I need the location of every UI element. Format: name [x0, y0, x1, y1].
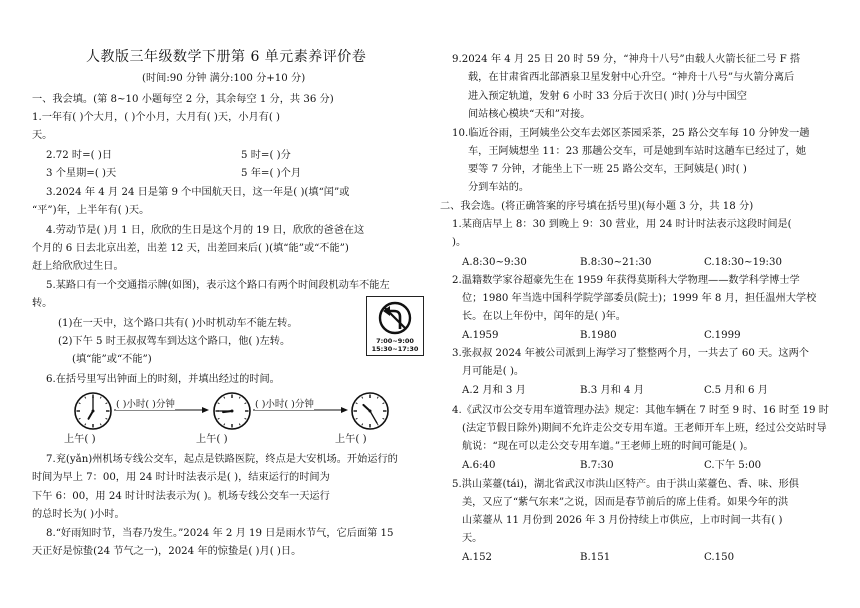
- clock-center: [231, 410, 234, 413]
- mc-q2-line3: 长。在以上年份中，闰年的是( )年。: [462, 311, 626, 322]
- q5-sub1: (1)在一天中，这个路口共有( )小时机动车不能左转。: [58, 318, 298, 329]
- mc-q5-line3: 山菜薹从 11 月份到 2026 年 3 月份持续上市供应，上市时间一共有( ): [462, 515, 783, 526]
- mc-q3-option-a[interactable]: A.2 月和 3 月: [462, 385, 526, 396]
- q4-line1: 4.劳动节是( )月 1 日，欣欣的生日是这个月的 19 日，欣欣的爸爸在这: [46, 225, 365, 236]
- mc-q1-option-b[interactable]: B.8:30~21:30: [580, 257, 652, 268]
- q9-line2: 载，在甘肃省西北部酒泉卫星发射中心升空。“神舟十八号”与火箭分离后: [468, 72, 795, 83]
- clock-face-3: [350, 391, 390, 431]
- no-left-turn-icon: [367, 297, 423, 337]
- clock-face-2: [212, 391, 252, 431]
- q2-item-a: 2.72 时=( )日: [46, 150, 113, 161]
- q10-line1: 10.临近谷雨，王阿姨坐公交车去郊区茶园采茶，25 路公交车每 10 分钟发一趟: [452, 128, 810, 139]
- q4-line2: 个月的 6 日去北京出差，出差 12 天，出差回来后( )(填“能”或“不能”): [32, 243, 349, 254]
- mc-q4-line3: 航说：“现在可以走公交专用车道。”王老师上班的时间可能是( )。: [462, 441, 754, 452]
- mc-q2-option-a[interactable]: A.1959: [462, 330, 499, 341]
- q7-line2: 时间为早上 7：00，用 24 时计时法表示是( )，结束运行的时间为: [32, 472, 330, 483]
- q8-line1: 8.“好雨知时节，当春乃发生。”2024 年 2 月 19 日是雨水节气，它后面第 15: [46, 528, 394, 539]
- clock-label-3: 上午( ): [335, 434, 367, 445]
- q10-line3: 要等 7 分钟，才能坐上下一班 25 路公交车，王阿姨是( )时( ): [468, 164, 747, 175]
- mc-q4-option-c[interactable]: C.下午 5:00: [704, 460, 762, 471]
- mc-q3-option-c[interactable]: C.5 月和 6 月: [704, 385, 768, 396]
- mc-q1-line1: 1.某商店早上 8：30 到晚上 9：30 营业，用 24 时计时法表示这段时间是(: [452, 219, 792, 230]
- q1-line1: 1.一年有( )个大月，( )个小月，大月有( )天，小月有( ): [32, 112, 281, 123]
- q8-line2: 天正好是惊蛰(24 节气之一)，2024 年的惊蛰是( )月( )日。: [32, 546, 302, 557]
- sign-time-2: 15:30~17:30: [371, 345, 419, 353]
- q5-sub3: (填“能”或“不能”): [72, 354, 152, 365]
- section2-heading: 二、我会选。(将正确答案的序号填在括号里)(每小题 3 分，共 18 分): [440, 201, 754, 212]
- mc-q2-line1: 2.温籍数学家谷超豪先生在 1959 年获得莫斯科大学物理——数学科学博士学: [452, 275, 800, 286]
- q7-line3: 下午 6：00，用 24 时计时法表示为( )。机场专线公交车一天运行: [32, 491, 330, 502]
- page-title: 人教版三年级数学下册第 6 单元素养评价卷: [86, 49, 367, 65]
- mc-q1-line2: )。: [452, 237, 467, 248]
- elapsed-label-1: ( )小时( )分钟: [116, 396, 175, 410]
- mc-q4-option-a[interactable]: A.6:40: [462, 460, 496, 471]
- clock-label-1: 上午( ): [64, 434, 96, 445]
- q5-line2: 转。: [32, 298, 53, 309]
- q1-line2: 天。: [32, 130, 53, 141]
- sign-time-1: 7:00~9:00: [376, 337, 414, 345]
- elapsed-label-2: ( )小时( )分钟: [255, 396, 314, 410]
- q9-line1: 9.2024 年 4 月 25 日 20 时 59 分，“神舟十八号”由载人火箭长征二号 F 搭: [452, 54, 801, 65]
- mc-q5-option-a[interactable]: A.152: [462, 552, 493, 563]
- clock-center: [369, 410, 372, 413]
- mc-q4-line2: (法定节假日除外)期间不允许走公交专用车道。王老师开车上班，经过公交站时导: [462, 423, 827, 434]
- q5-sub2: (2)下午 5 时王叔叔驾车到达这个路口，他( )左转。: [58, 336, 291, 347]
- mc-q1-option-a[interactable]: A.8:30~9:30: [462, 257, 527, 268]
- mc-q3-option-b[interactable]: B.3 月和 4 月: [580, 385, 644, 396]
- clock-label-2: 上午( ): [196, 434, 228, 445]
- mc-q3-line1: 3.张叔叔 2024 年被公司派到上海学习了整整两个月，一共去了 60 天。这两个: [452, 348, 809, 359]
- mc-q2-option-c[interactable]: C.1999: [704, 330, 741, 341]
- q5-line1: 5.某路口有一个交通指示牌(如图)，表示这个路口有两个时间段机动车不能左: [46, 280, 390, 291]
- mc-q2-line2: 位；1980 年当选中国科学院学部委员(院士)；1999 年 8 月，担任温州大学校: [462, 293, 817, 304]
- q10-line4: 分到车站的。: [468, 182, 530, 193]
- mc-q5-line1: 5.洪山菜薹(tái)，湖北省武汉市洪山区特产。由于洪山菜薹色、香、味、形俱: [452, 479, 799, 490]
- q3-line1: 3.2024 年 4 月 24 日是第 9 个中国航天日，这一年是( )(填“闰”或: [46, 187, 350, 198]
- clock-face-1: [73, 391, 113, 431]
- q9-line3: 进入预定轨道，发射 6 小时 33 分后于次日( )时( )分与中国空: [468, 91, 747, 102]
- q2-item-c: 3 个星期=( )天: [46, 168, 117, 179]
- no-left-turn-sign: [366, 296, 424, 356]
- clock-center: [92, 410, 95, 413]
- mc-q5-option-c[interactable]: C.150: [704, 552, 735, 563]
- mc-q1-option-c[interactable]: C.18:30~19:30: [704, 257, 782, 268]
- mc-q5-option-b[interactable]: B.151: [580, 552, 611, 563]
- q7-line4: 的总时长为( )小时。: [32, 509, 125, 520]
- q2-item-b: 5 时=( )分: [241, 150, 291, 161]
- q6-text: 6.在括号里写出钟面上的时刻，并填出经过的时间。: [46, 374, 280, 385]
- mc-q5-line2: 美，又应了“紫气东来”之说，因而是春节前后的席上佳肴。如果今年的洪: [462, 497, 789, 508]
- q2-item-d: 5 年=( )个月: [241, 168, 302, 179]
- q9-line4: 间站核心模块“天和”对接。: [468, 109, 591, 120]
- mc-q4-option-b[interactable]: B.7:30: [580, 460, 614, 471]
- mc-q4-line1: 4.《武汉市公交专用车道管理办法》规定：其他车辆在 7 时至 9 时、16 时至 19 时: [452, 405, 829, 416]
- q4-line3: 赶上给欣欣过生日。: [32, 261, 124, 272]
- mc-q3-line2: 月可能是( )。: [462, 366, 525, 377]
- page-subtitle: (时间:90 分钟 满分:100 分+10 分): [142, 73, 306, 84]
- mc-q2-option-b[interactable]: B.1980: [580, 330, 617, 341]
- q10-line2: 车，王阿姨想坐 11：23 那趟公交车，可是她到车站时这趟车已经过了，她: [468, 146, 807, 157]
- q3-line2: “平”)年，上半年有( )天。: [32, 205, 150, 216]
- q7-line1: 7.兖(yǎn)州机场专线公交车，起点是铁路医院，终点是大安机场。开始运行的: [46, 454, 398, 465]
- mc-q5-line4: 天。: [462, 533, 483, 544]
- section1-heading: 一、我会填。(第 8~10 小题每空 2 分，其余每空 1 分，共 36 分): [32, 94, 334, 105]
